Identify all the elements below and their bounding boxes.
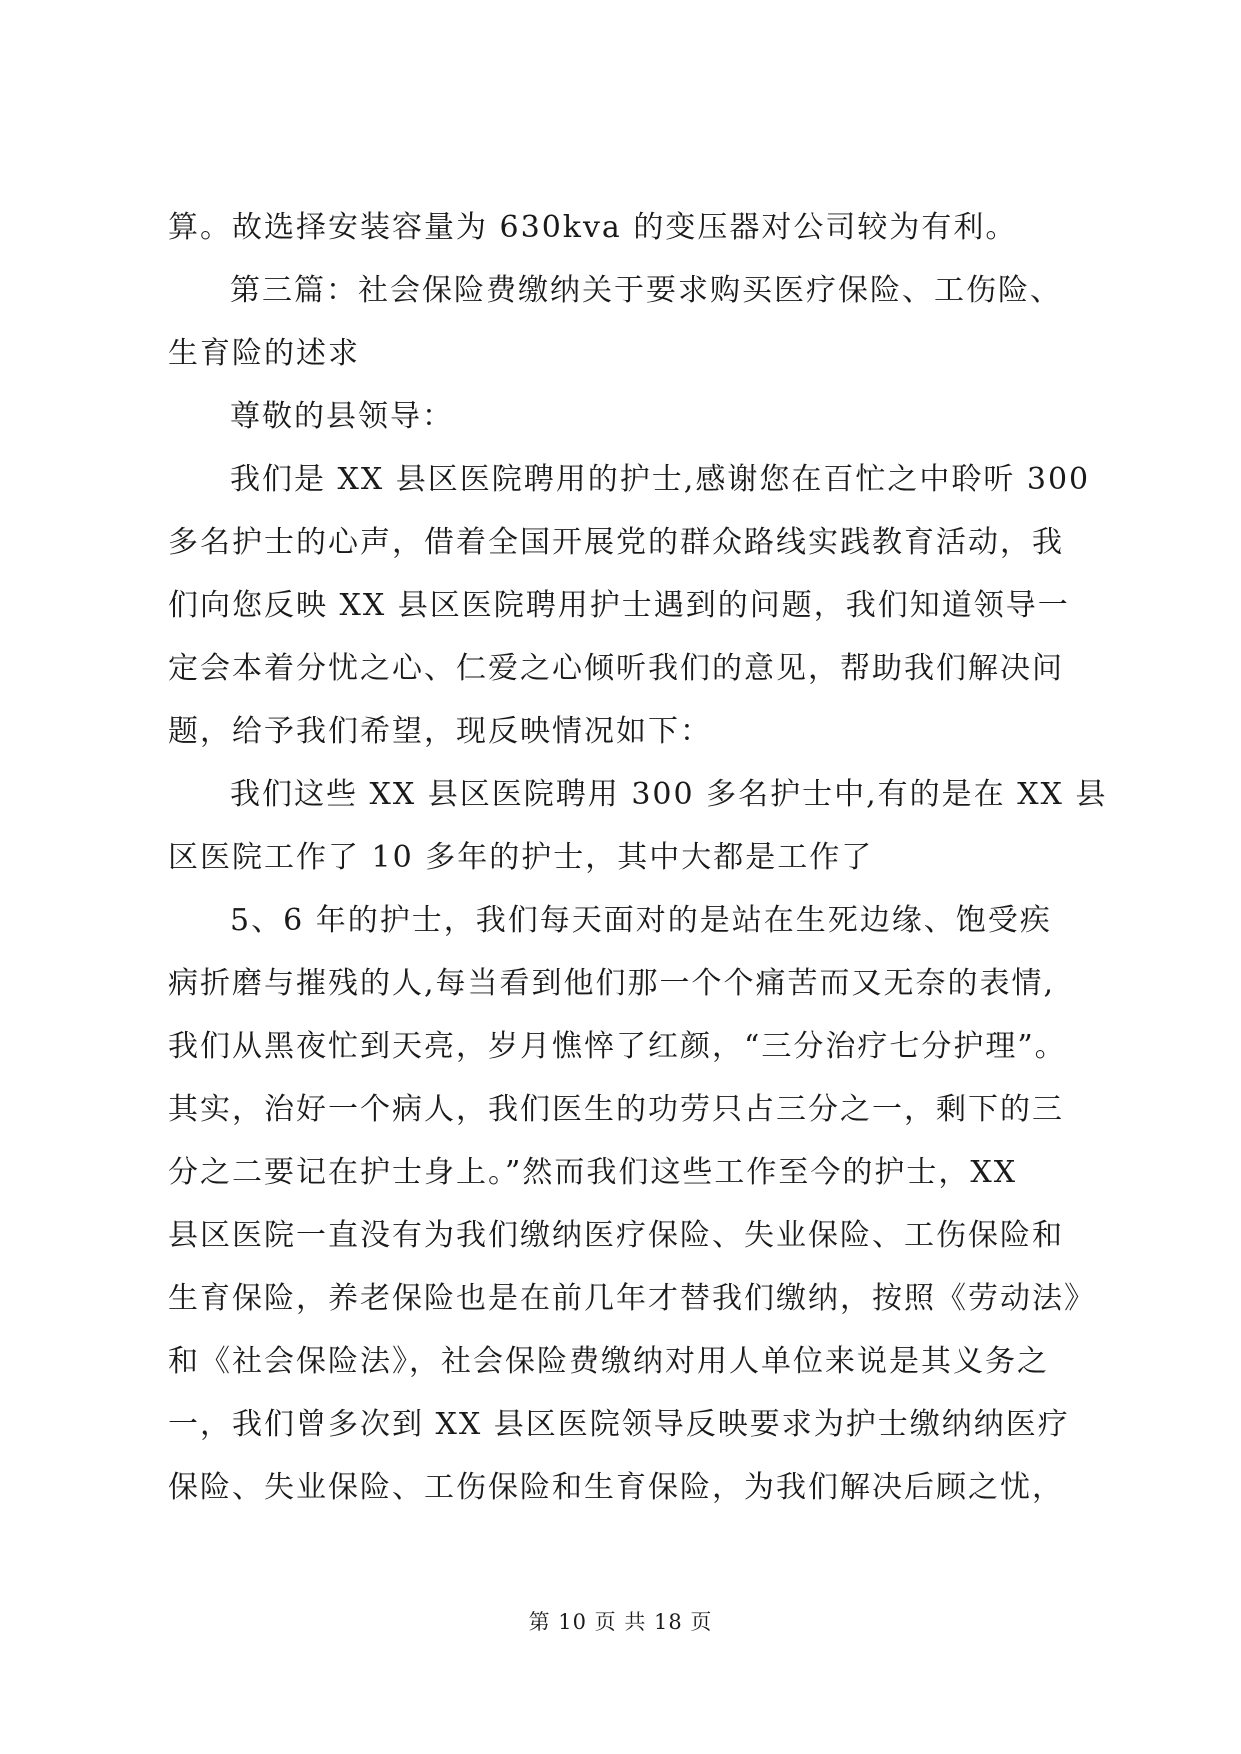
document-body — [168, 196, 1108, 1519]
text-line: 题，给予我们希望，现反映情况如下： — [168, 714, 712, 749]
text-line: 和《社会保险法》，社会保险费缴纳对用人单位来说是其义务之 — [168, 1344, 1049, 1379]
text-line: 病折磨与摧残的人,每当看到他们那一个个痛苦而又无奈的表情, — [168, 966, 1056, 1001]
text-line: 分之二要记在护士身上。”然而我们这些工作至今的护士，XX — [168, 1155, 1018, 1190]
text-line: 一，我们曾多次到 XX 县区医院领导反映要求为护士缴纳纳医疗 — [168, 1407, 1070, 1442]
text-line: 多名护士的心声，借着全国开展党的群众路线实践教育活动，我 — [168, 525, 1064, 560]
page-number-footer: 第 10 页 共 18 页 — [528, 1610, 713, 1634]
text-line: 定会本着分忧之心、仁爱之心倾听我们的意见，帮助我们解决问 — [168, 651, 1064, 686]
text-line: 其实，治好一个病人，我们医生的功劳只占三分之一，剩下的三 — [168, 1092, 1064, 1127]
text-line: 我们从黑夜忙到天亮，岁月憔悴了红颜，“三分治疗七分护理”。 — [168, 1029, 1067, 1064]
text-line: 算。故选择安装容量为 630kva 的变压器对公司较为有利。 — [168, 210, 1018, 245]
text-line: 们向您反映 XX 县区医院聘用护士遇到的问题，我们知道领导一 — [168, 588, 1070, 623]
text-line: 我们这些 XX 县区医院聘用 300 多名护士中,有的是在 XX 县 — [230, 777, 1108, 812]
salutation: 尊敬的县领导： — [230, 399, 454, 434]
text-line: 县区医院一直没有为我们缴纳医疗保险、失业保险、工伤保险和 — [168, 1218, 1064, 1253]
section-heading: 第三篇：社会保险费缴纳关于要求购买医疗保险、工伤险、 — [230, 273, 1062, 308]
text-line: 5、6 年的护士，我们每天面对的是站在生死边缘、饱受疾 — [230, 903, 1052, 938]
text-line: 区医院工作了 10 多年的护士，其中大都是工作了 — [168, 840, 874, 875]
text-line: 我们是 XX 县区医院聘用的护士,感谢您在百忙之中聆听 300 — [230, 462, 1091, 497]
text-line: 生育保险，养老保险也是在前几年才替我们缴纳，按照《劳动法》 — [168, 1281, 1096, 1316]
section-heading-continued: 生育险的述求 — [168, 336, 360, 371]
text-line: 保险、失业保险、工伤保险和生育保险，为我们解决后顾之忧， — [168, 1470, 1064, 1505]
